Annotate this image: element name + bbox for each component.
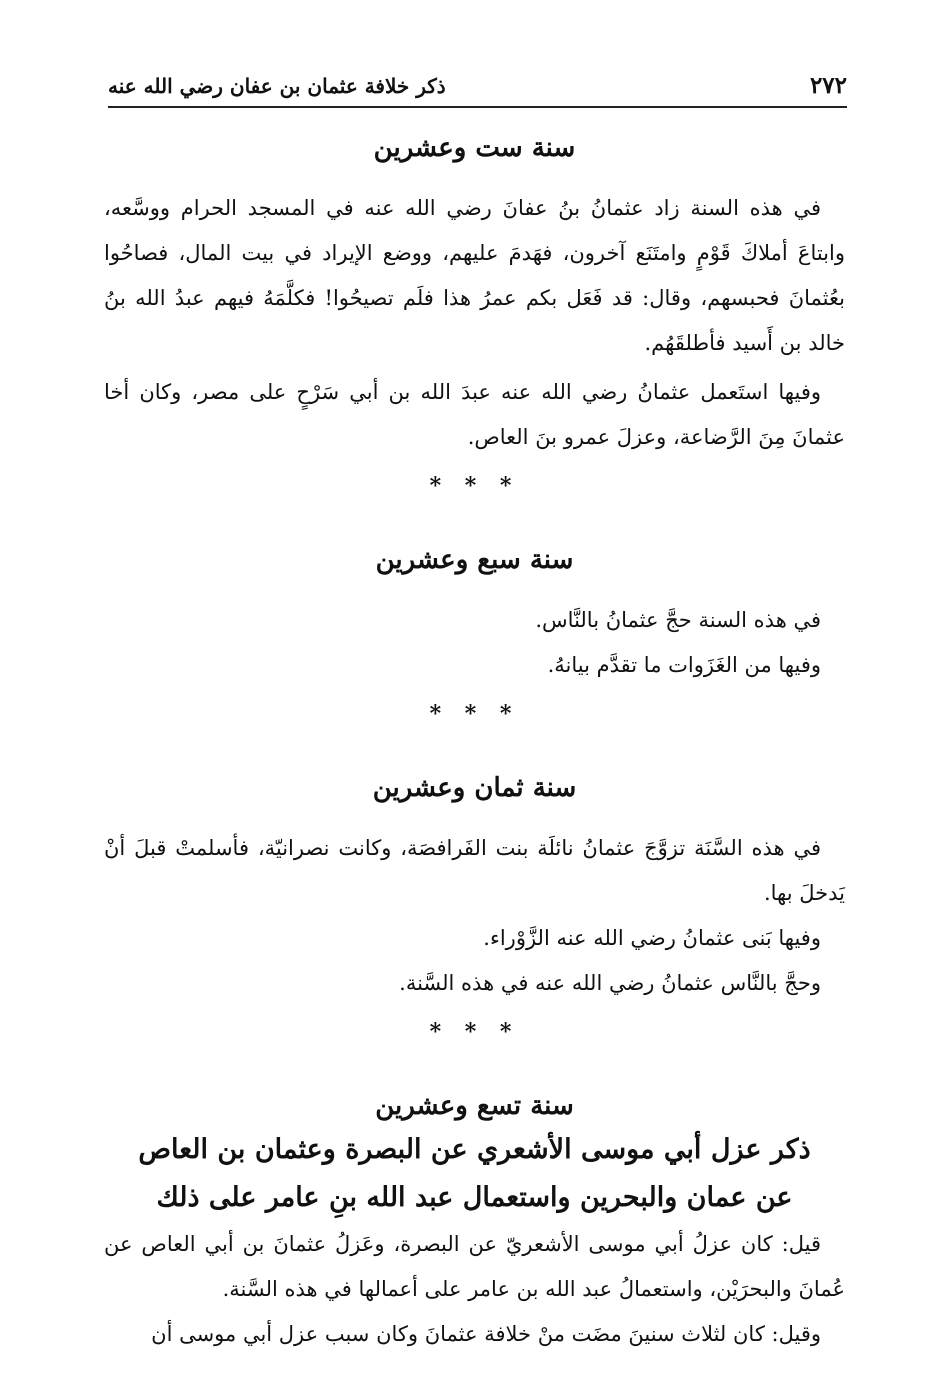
section-title: سنة تسع وعشرين xyxy=(375,1091,574,1121)
section-year-26 xyxy=(104,128,845,508)
page-header xyxy=(108,66,847,108)
section-separator: * * * xyxy=(429,1019,520,1045)
section-subtitle-line: ذكر عزل أبي موسى الأشعري عن البصرة وعثمان بن العاص xyxy=(138,1134,811,1165)
section-year-28 xyxy=(104,768,845,1054)
paragraph: وقيل: كان لثلاث سنينَ مضَت منْ خلافة عثمانَ وكان سبب عزل أبي موسى أن xyxy=(151,1322,821,1346)
section-title: سنة سبع وعشرين xyxy=(375,545,574,575)
paragraph: وفيها بَنى عثمانُ رضي الله عنه الزَّوْراء. xyxy=(483,926,821,950)
paragraph: وفيها استَعمل عثمانُ رضي الله عنه عبدَ الله بن أبي سَرْحٍ على مصر، وكان أخا عثمانَ مِنَ الرَّضاعة، وعزلَ عمرو بنَ العاص. xyxy=(104,380,845,449)
paragraph: في هذه السنة زاد عثمانُ بنُ عفانَ رضي الله عنه في المسجد الحرام ووسَّعه، وابتاعَ أملاكَ قَوْمٍ وامتَنَع آخرون، فهَدمَ عليهم، ووضع الإيراد في بيت المال، فصاحُوا بعُثمانَ فحبسهم، وقال: قد فَعَل بكم عمرُ هذا فلَم تصيحُوا! فكلَّمَهُ فيهم عبدُ الله بنُ خالد بن أَسيد فأطلقَهُم. xyxy=(104,196,845,355)
paragraph: قيل: كان عزلُ أبي موسى الأشعريّ عن البصرة، وعَزلُ عثمانَ بن أبي العاص عن عُمانَ والبحرَيْن، واستعمالُ عبد الله بن عامر على أعمالها في هذه السَّنة. xyxy=(104,1232,845,1301)
section-title: سنة ثمان وعشرين xyxy=(372,773,577,803)
section-separator: * * * xyxy=(429,473,520,499)
section-separator: * * * xyxy=(429,701,520,727)
page-number: ٢٧٢ xyxy=(809,72,847,99)
paragraph: في هذه السنة حجَّ عثمانُ بالنَّاس. xyxy=(535,608,821,632)
page-body xyxy=(104,128,845,1357)
running-title: ذكر خلافة عثمان بن عفان رضي الله عنه xyxy=(108,74,446,98)
section-title: سنة ست وعشرين xyxy=(373,133,576,163)
paragraph: وحجَّ بالنَّاس عثمانُ رضي الله عنه في هذه السَّنة. xyxy=(399,971,821,995)
paragraph: في هذه السَّنَة تزوَّجَ عثمانُ نائلَة بنت الفَرافصَة، وكانت نصرانيّة، فأسلمتْ قبلَ أنْ يَدخلَ بها. xyxy=(104,836,845,905)
section-year-29 xyxy=(104,1086,845,1357)
section-subtitle-line: عن عمان والبحرين واستعمال عبد الله بنِ عامر على ذلك xyxy=(156,1182,793,1213)
section-year-27 xyxy=(104,540,845,736)
paragraph: وفيها من الغَزَوات ما تقدَّم بيانهُ. xyxy=(547,653,821,677)
